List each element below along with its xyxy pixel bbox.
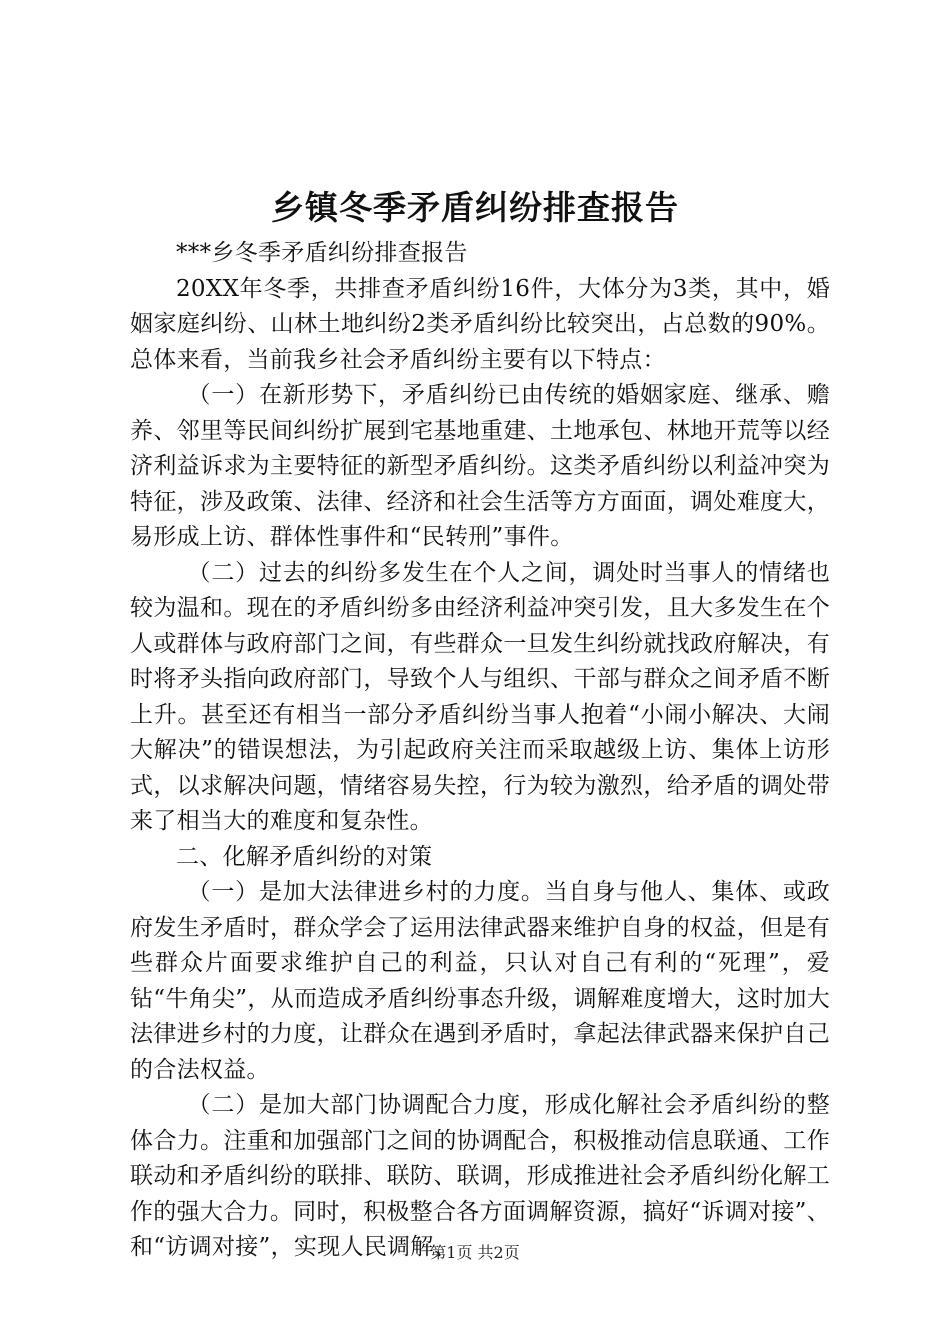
section-heading: 二、化解矛盾纠纷的对策	[176, 843, 433, 870]
document-body	[130, 236, 830, 1266]
paragraph-measure-1: （一）是加大法律进乡村的力度。当自身与他人、集体、或政府发生矛盾时，群众学会了运用法律武器来维护自身的权益，但是有些群众片面要求维护自己的利益，只认对自己有利的“死理”，爱钻“牛角尖”，从而造成矛盾纠纷事态升级，调解难度增大，这时加大法律进乡村的力度，让群众在遇到矛盾时，拿起法律武器来保护自己的合法权益。	[130, 879, 830, 1083]
document-title: 乡镇冬季矛盾纠纷排查报告	[271, 188, 679, 227]
page-number: 第1页 共2页	[430, 1243, 520, 1262]
paragraph-subtitle: ***乡冬季矛盾纠纷排查报告	[176, 240, 468, 266]
paragraph-point-2: （二）过去的纠纷多发生在个人之间，调处时当事人的情绪也较为温和。现在的矛盾纠纷多由经济利益冲突引发，且大多发生在个人或群体与政府部门之间，有些群众一旦发生纠纷就找政府解决，有时将矛头指向政府部门，导致个人与组织、干部与群众之间矛盾不断上升。甚至还有相当一部分矛盾纠纷当事人抱着“小闹小解决、大闹大解决”的错误想法，为引起政府关注而采取越级上访、集体上访形式，以求解决问题，情绪容易失控，行为较为激烈，给矛盾的调处带来了相当大的难度和复杂性。	[130, 559, 830, 834]
paragraph-point-1: （一）在新形势下，矛盾纠纷已由传统的婚姻家庭、继承、赡养、邻里等民间纠纷扩展到宅基地重建、土地承包、林地开荒等以经济利益诉求为主要特征的新型矛盾纠纷。这类矛盾纠纷以利益冲突为特征，涉及政策、法律、经济和社会生活等方方面面，调处难度大，易形成上访、群体性事件和“民转刑”事件。	[130, 382, 830, 550]
paragraph-summary: 20XX年冬季，共排查矛盾纠纷16件，大体分为3类，其中，婚姻家庭纠纷、山林土地纠纷2类矛盾纠纷比较突出，占总数的90%。总体来看，当前我乡社会矛盾纠纷主要有以下特点：	[130, 275, 830, 373]
paragraph-measure-2: （二）是加大部门协调配合力度，形成化解社会矛盾纠纷的整体合力。注重和加强部门之间的协调配合，积极推动信息联通、工作联动和矛盾纠纷的联排、联防、联调，形成推进社会矛盾纠纷化解工作的强大合力。同时，积极整合各方面调解资源，搞好“诉调对接”、和“访调对接”，实现人民调解、	[130, 1092, 830, 1260]
